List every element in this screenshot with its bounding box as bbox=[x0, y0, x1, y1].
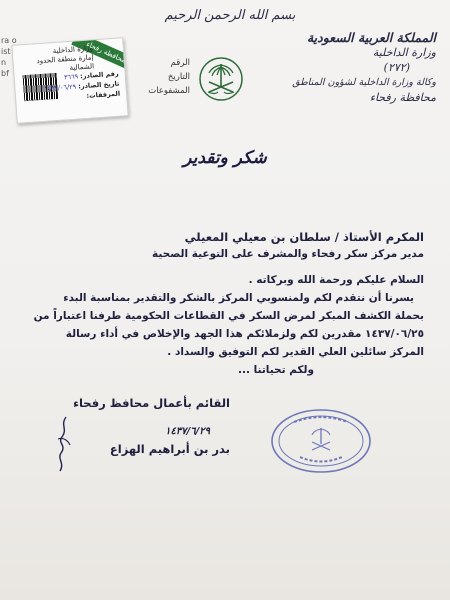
signature-date: ١٤٣٧/٦/٢٩ bbox=[165, 426, 210, 437]
signatory-name: بدر بن أبراهيم الهزاع bbox=[109, 442, 230, 456]
number-label: الرقم bbox=[170, 58, 190, 68]
paragraph-line: المركز سائلين العلي القدير لكم التوفيق والسداد . bbox=[167, 346, 424, 358]
sign-off: ولكم تحياتنا ... bbox=[238, 364, 314, 376]
paragraph-line: ١٤٣٧/٠٦/٢٥ مقدرين لكم ولزملائكم هذا الجهد والإخلاص في أداء رسالة bbox=[65, 328, 424, 340]
sticker-badge: محافظة رفحاء bbox=[71, 37, 128, 73]
paragraph-line: يسرنا أن نتقدم لكم ولمنسوبي المركز بالشكر والتقدير بمناسبة البدء bbox=[63, 292, 414, 304]
outgoing-sticker bbox=[11, 37, 128, 124]
sticker-org-line2: إمارة منطقة الحدود الشمالية bbox=[36, 53, 95, 72]
signature-icon bbox=[52, 415, 74, 475]
recipient-line1: المكرم الأستاذ / سلطان بن معيلي المعيلي bbox=[184, 230, 424, 244]
greeting: السلام عليكم ورحمة الله وبركاته . bbox=[248, 274, 424, 286]
paragraph-line: بحملة الكشف المبكر لمرض السكر في القطاعات الحكومية طرفنا اعتباراً من bbox=[33, 310, 424, 322]
date-label: التاريخ bbox=[167, 72, 190, 82]
sticker-fields bbox=[43, 69, 121, 104]
sticker-field1-label: رقم الصادر: bbox=[79, 69, 119, 81]
reference-block bbox=[118, 56, 190, 98]
sticker-field3-label: المرفقات: bbox=[86, 89, 121, 100]
governorate-line: محافظة رفحاء bbox=[369, 91, 436, 104]
recipient-line2: مدير مركز سكر رفحاء والمشرف على التوعية الصحية bbox=[151, 248, 424, 260]
sticker-field2-value: ١٤٣٧/٠٦/٢٩ bbox=[43, 82, 77, 93]
sticker-field1-value: ٣٦٦٩ bbox=[63, 72, 79, 82]
sticker-org-line1: وزارة الداخلية bbox=[52, 44, 94, 56]
official-stamp-icon bbox=[270, 408, 372, 474]
sticker-field2-label: تاريخ الصادر: bbox=[77, 79, 120, 91]
code-line: (٢٧٢) bbox=[383, 61, 410, 74]
attachments-label: المشفوعات bbox=[148, 86, 190, 96]
letter-title: شكر وتقدير bbox=[183, 148, 267, 168]
basmala: بسم الله الرحمن الرحيم bbox=[164, 8, 296, 23]
signatory-title: القائم بأعمال محافظ رفحاء bbox=[73, 396, 230, 410]
ministry-header bbox=[276, 30, 436, 105]
left-edge-text: ra o ist n bf bbox=[1, 36, 17, 78]
kingdom-line: المملكة العربية السعودية bbox=[306, 30, 436, 45]
agency-line: وكالة وزارة الداخلية لشؤون المناطق bbox=[292, 77, 436, 88]
saudi-emblem-icon bbox=[198, 56, 244, 102]
ministry-line: وزارة الداخلية bbox=[372, 46, 436, 59]
